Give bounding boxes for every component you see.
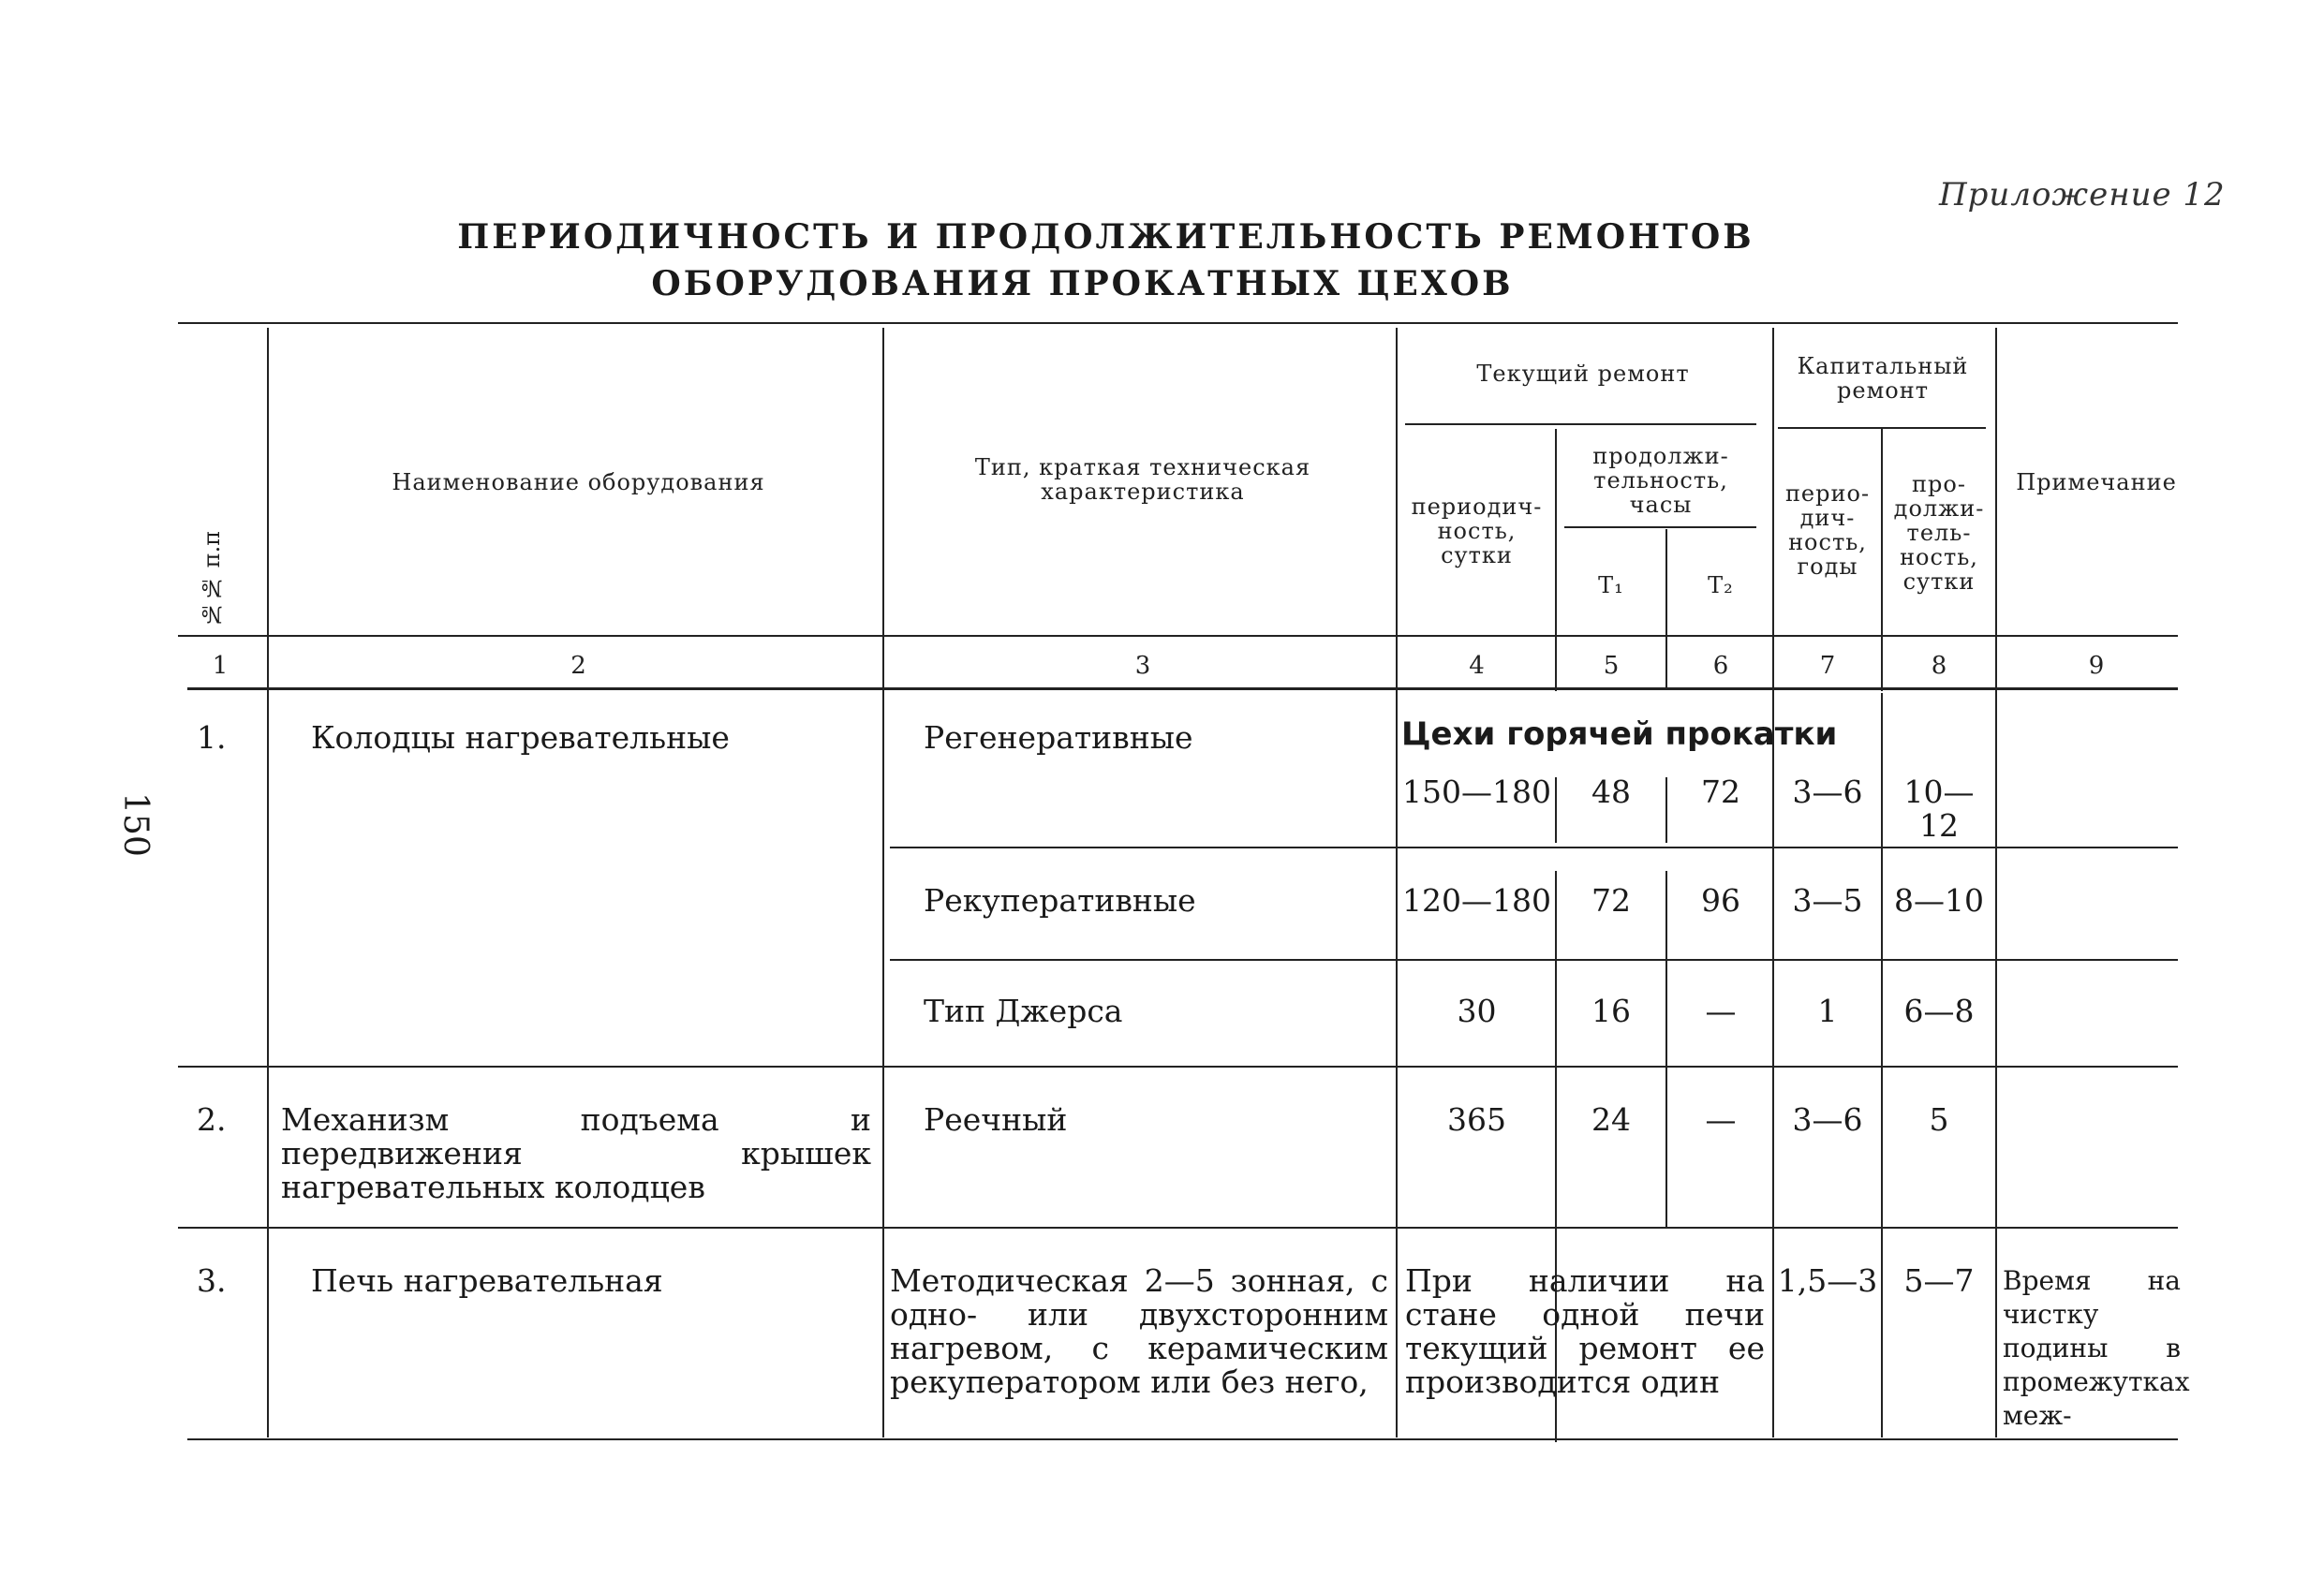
header-bottom-rule [178, 635, 2178, 637]
row1a-c4: 150—180 [1402, 774, 1551, 810]
header-num: №№ п.п [199, 530, 225, 627]
colnum-7: 7 [1819, 652, 1836, 680]
row3-type: Методическая 2—5 зонная, с одно- или двухсторонним нагревом, с керамическим рекуператором или без него, [890, 1262, 1388, 1400]
row3-num: 3. [197, 1262, 227, 1299]
current-header-rule [1405, 423, 1756, 425]
row3-c8: 5—7 [1903, 1262, 1975, 1299]
row1b-type: Рекуперативные [924, 882, 1196, 919]
col-divider-8 [1995, 328, 1997, 1437]
appendix-label: Приложение 12 [1939, 176, 2226, 214]
header-capital-repair: Капитальный ремонт [1797, 353, 1969, 404]
row3-note: Время на чистку подины в промежутках меж- [2003, 1265, 2190, 1431]
colnum-1: 1 [212, 652, 229, 680]
row3-c7: 1,5—3 [1777, 1262, 1878, 1299]
table-bottom-rule [187, 1438, 2178, 1440]
colnum-bottom-rule [187, 687, 2178, 690]
row3-current: При наличии на стане одной печи текущий ремонт ее производится один [1405, 1262, 1765, 1400]
header-note: Примечание [2016, 469, 2177, 495]
page-title-line-1: ПЕРИОДИЧНОСТЬ И ПРОДОЛЖИТЕЛЬНОСТЬ РЕМОНТОВ [457, 217, 1754, 257]
header-current-duration: продолжи-тельность, часы [1592, 443, 1729, 518]
colnum-4: 4 [1469, 652, 1485, 680]
row1-sub-rule-2 [890, 959, 2178, 961]
row-divider-e [1665, 871, 1667, 1227]
header-t2: T₂ [1708, 572, 1734, 598]
header-capital-period: перио-дич-ность, годы [1784, 480, 1871, 580]
row1a-c5: 48 [1591, 774, 1631, 810]
colnum-9: 9 [2088, 652, 2105, 680]
header-type: Тип, краткая техническая характеристика [974, 454, 1311, 505]
col-divider-3 [1396, 328, 1398, 1437]
col-divider-4 [1555, 429, 1557, 691]
colnum-8: 8 [1931, 652, 1947, 680]
row1c-c8: 6—8 [1903, 993, 1975, 1029]
row1a-c8: 10—12 [1903, 774, 1975, 844]
row1c-type: Тип Джерса [924, 993, 1123, 1029]
row1b-c5: 72 [1591, 882, 1631, 919]
colnum-3: 3 [1134, 652, 1151, 680]
row1b-c4: 120—180 [1402, 882, 1551, 919]
row-divider-a [1555, 777, 1557, 843]
row2-num: 2. [197, 1101, 227, 1138]
row1c-c4: 30 [1457, 993, 1497, 1029]
col-divider-1 [267, 328, 269, 1437]
header-current-period: периодич-ность, сутки [1411, 494, 1543, 568]
duration-header-rule [1564, 526, 1756, 528]
header-capital-duration: про-должи-тель-ность, сутки [1893, 471, 1985, 595]
row1b-c8: 8—10 [1894, 882, 1984, 919]
row1-name: Колодцы нагревательные [311, 719, 730, 756]
header-current-repair: Текущий ремонт [1476, 361, 1690, 387]
col-divider-7 [1881, 429, 1883, 691]
row1b-c6: 96 [1701, 882, 1740, 919]
colnum-2: 2 [570, 652, 586, 680]
row-divider-b [1665, 777, 1667, 843]
row2-c8: 5 [1929, 1101, 1949, 1138]
row2-type: Реечный [924, 1101, 1068, 1138]
table-top-rule [178, 322, 2178, 324]
section-label: Цехи горячей прокатки [1401, 715, 1838, 753]
page-number: 150 [115, 792, 155, 857]
header-t1: T₁ [1598, 572, 1624, 598]
colnum-5: 5 [1603, 652, 1620, 680]
row1a-type: Регенеративные [924, 719, 1193, 756]
row1a-c7: 3—6 [1792, 774, 1863, 810]
col-divider-6 [1772, 328, 1774, 1437]
row2-c6: — [1705, 1101, 1737, 1138]
row-divider-c [1881, 693, 1883, 1437]
row2-name: Механизм подъема и передвижения крышек нагревательных колодцев [281, 1101, 871, 1205]
row1-num: 1. [197, 719, 227, 756]
header-name: Наименование оборудования [392, 469, 765, 495]
colnum-6: 6 [1712, 652, 1729, 680]
row1a-c6: 72 [1701, 774, 1740, 810]
row1-sub-rule-1 [890, 847, 2178, 848]
row2-c7: 3—6 [1792, 1101, 1863, 1138]
row1c-c6: — [1705, 993, 1737, 1029]
row2-c4: 365 [1447, 1101, 1506, 1138]
row2-c5: 24 [1591, 1101, 1631, 1138]
row1c-c7: 1 [1817, 993, 1838, 1029]
row1b-c7: 3—5 [1792, 882, 1863, 919]
row1c-c5: 16 [1591, 993, 1631, 1029]
row1-bottom-rule [178, 1066, 2178, 1068]
col-divider-5 [1665, 529, 1667, 690]
col-divider-2 [882, 328, 884, 1437]
row3-name: Печь нагревательная [311, 1262, 663, 1299]
row2-bottom-rule [178, 1227, 2178, 1229]
page-title-line-2: ОБОРУДОВАНИЯ ПРОКАТНЫХ ЦЕХОВ [651, 264, 1514, 303]
